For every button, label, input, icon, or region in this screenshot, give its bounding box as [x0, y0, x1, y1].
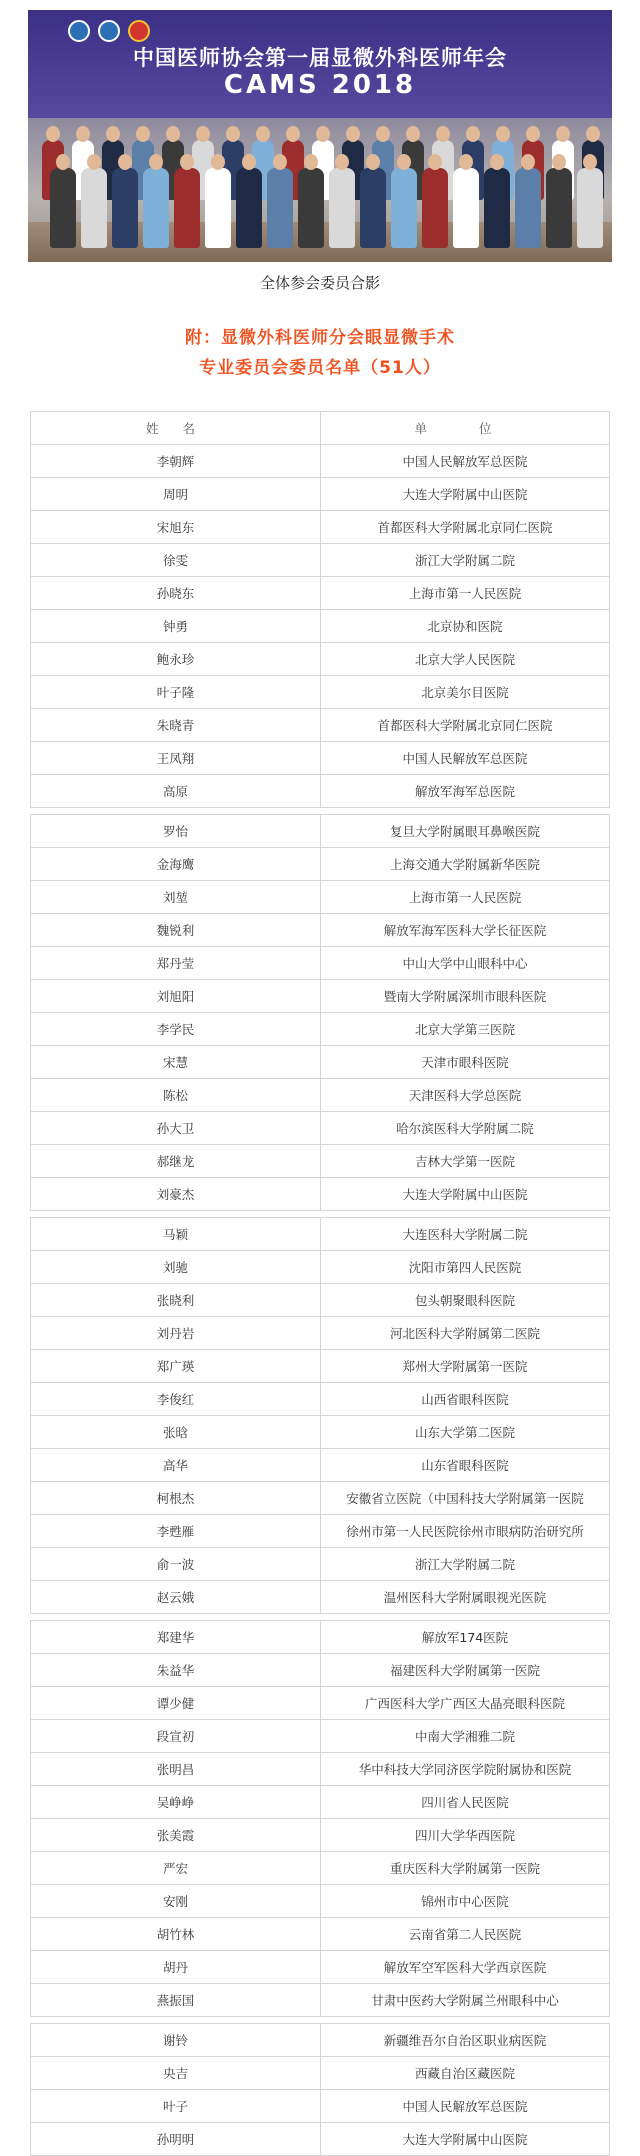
photo-person	[143, 168, 169, 248]
member-unit: 大连大学附属中山医院	[402, 1187, 528, 1202]
photo-person-head	[436, 126, 450, 142]
table-row	[31, 1251, 609, 1284]
table-row	[31, 775, 609, 808]
member-unit: 云南省第二人民医院	[408, 1927, 522, 1942]
member-unit: 徐州市第一人民医院徐州市眼病防治研究所	[346, 1524, 584, 1539]
table-row	[31, 544, 609, 577]
member-unit: 锦州市中心医院	[421, 1894, 509, 1909]
photo-person-head	[180, 154, 194, 170]
table-row	[31, 1621, 609, 1654]
member-name: 段宣初	[31, 1720, 321, 1752]
member-name: 张美霞	[31, 1819, 321, 1851]
photo-person	[577, 168, 603, 248]
conference-banner	[28, 10, 612, 118]
photo-person	[484, 168, 510, 248]
member-unit: 甘肃中医药大学附属兰州眼科中心	[371, 1993, 559, 2008]
photo-person-head	[586, 126, 600, 142]
photo-person-head	[166, 126, 180, 142]
member-unit: 上海市第一人民医院	[408, 586, 522, 601]
photo-person-head	[196, 126, 210, 142]
member-unit: 河北医科大学附属第二医院	[389, 1326, 540, 1341]
member-name: 朱益华	[31, 1654, 321, 1686]
photo-person-head	[335, 154, 349, 170]
member-name: 张明昌	[31, 1753, 321, 1785]
table-row	[31, 848, 609, 881]
association-logo-icon	[68, 20, 90, 42]
photo-person-head	[286, 126, 300, 142]
table-row	[31, 1687, 609, 1720]
photo-person-head	[526, 126, 540, 142]
member-unit: 解放军海军总医院	[414, 784, 515, 799]
table-row	[31, 1984, 609, 2017]
photo-person-head	[118, 154, 132, 170]
table-row	[31, 980, 609, 1013]
table-row	[31, 1416, 609, 1449]
photo-person-head	[316, 126, 330, 142]
table-row	[31, 1482, 609, 1515]
member-unit: 天津市眼科医院	[421, 1055, 509, 1070]
member-name: 郑广瑛	[31, 1350, 321, 1382]
member-name: 叶子隆	[31, 676, 321, 708]
member-unit: 重庆医科大学附属第一医院	[389, 1861, 540, 1876]
member-name: 李甦雁	[31, 1515, 321, 1547]
group-photo	[28, 10, 612, 262]
photo-person-head	[226, 126, 240, 142]
table-row	[31, 2057, 609, 2090]
member-unit: 中国人民解放军总医院	[402, 454, 528, 469]
member-name: 周明	[31, 478, 321, 510]
table-row	[31, 742, 609, 775]
table-row	[31, 2090, 609, 2123]
member-unit: 温州医科大学附属眼视光医院	[383, 1590, 547, 1605]
photo-person-head	[149, 154, 163, 170]
photo-person-head	[304, 154, 318, 170]
table-row	[31, 2123, 609, 2156]
member-name: 胡竹林	[31, 1918, 321, 1950]
member-unit: 中南大学湘雅二院	[414, 1729, 515, 1744]
table-row	[31, 1079, 609, 1112]
table-block	[30, 1620, 610, 2017]
member-name: 谭少健	[31, 1687, 321, 1719]
table-row	[31, 1218, 609, 1251]
banner-subtitle: CAMS 2018	[223, 70, 417, 100]
member-name: 郑丹莹	[31, 947, 321, 979]
banner-title: 中国医师协会第一届显微外科医师年会	[133, 46, 507, 70]
member-unit: 中山大学中山眼科中心	[402, 956, 528, 971]
member-name: 孙明明	[31, 2123, 321, 2155]
member-name: 高华	[31, 1449, 321, 1481]
table-block	[30, 2023, 610, 2156]
member-unit: 新疆维吾尔自治区职业病医院	[383, 2033, 547, 2048]
member-name: 刘旭阳	[31, 980, 321, 1012]
member-name: 陈松	[31, 1079, 321, 1111]
photo-person-head	[211, 154, 225, 170]
member-name: 王凤翔	[31, 742, 321, 774]
member-unit: 吉林大学第一医院	[414, 1154, 515, 1169]
member-unit: 中国人民解放军总医院	[402, 2099, 528, 2114]
member-name: 张晓利	[31, 1284, 321, 1316]
table-row	[31, 1046, 609, 1079]
member-name: 谢铃	[31, 2024, 321, 2056]
photo-person	[81, 168, 107, 248]
member-name: 央吉	[31, 2057, 321, 2089]
photo-person	[453, 168, 479, 248]
photo-person-head	[273, 154, 287, 170]
photo-person	[546, 168, 572, 248]
member-name: 赵云娥	[31, 1581, 321, 1613]
annex-title-line2: 专业委员会委员名单（51人）	[199, 358, 441, 378]
photo-person-head	[496, 126, 510, 142]
member-unit: 郑州大学附属第一医院	[402, 1359, 528, 1374]
member-unit: 首都医科大学附属北京同仁医院	[377, 718, 553, 733]
member-name: 燕振国	[31, 1984, 321, 2016]
member-unit: 暨南大学附属深圳市眼科医院	[383, 989, 547, 1004]
photo-person-head	[56, 154, 70, 170]
table-row	[31, 610, 609, 643]
member-unit: 山西省眼科医院	[421, 1392, 509, 1407]
member-name: 刘驰	[31, 1251, 321, 1283]
table-row	[31, 1819, 609, 1852]
member-name: 刘豪杰	[31, 1178, 321, 1210]
photo-person-head	[242, 154, 256, 170]
photo-person	[112, 168, 138, 248]
member-unit: 浙江大学附属二院	[414, 553, 515, 568]
table-row	[31, 1918, 609, 1951]
table-block	[30, 814, 610, 1211]
table-row	[31, 914, 609, 947]
member-name: 严宏	[31, 1852, 321, 1884]
table-block	[30, 1217, 610, 1614]
member-unit: 中国人民解放军总医院	[402, 751, 528, 766]
photo-person-head	[256, 126, 270, 142]
photo-person-head	[552, 154, 566, 170]
photo-person	[267, 168, 293, 248]
table-row	[31, 1284, 609, 1317]
table-row	[31, 1145, 609, 1178]
member-name: 柯根杰	[31, 1482, 321, 1514]
member-unit: 沈阳市第四人民医院	[408, 1260, 522, 1275]
photo-person-head	[521, 154, 535, 170]
member-name: 叶子	[31, 2090, 321, 2122]
photo-person-head	[346, 126, 360, 142]
member-unit: 大连大学附属中山医院	[402, 2132, 528, 2147]
table-row	[31, 2024, 609, 2057]
table-row	[31, 881, 609, 914]
member-name: 李学民	[31, 1013, 321, 1045]
member-unit: 北京美尔目医院	[421, 685, 509, 700]
photo-caption: 全体参会委员合影	[259, 274, 380, 292]
table-row	[31, 1013, 609, 1046]
table-row	[31, 1350, 609, 1383]
table-row	[31, 478, 609, 511]
member-unit: 山东省眼科医院	[421, 1458, 509, 1473]
member-name: 吴峥峥	[31, 1786, 321, 1818]
photo-person-head	[459, 154, 473, 170]
photo-person-head	[406, 126, 420, 142]
member-name: 张晗	[31, 1416, 321, 1448]
table-row	[31, 1852, 609, 1885]
table-row	[31, 445, 609, 478]
annex-title-line1: 附：显微外科医师分会眼显微手术	[185, 328, 455, 348]
table-row	[31, 676, 609, 709]
table-row	[31, 1753, 609, 1786]
table-row	[31, 1951, 609, 1984]
member-unit: 上海市第一人民医院	[408, 890, 522, 905]
member-name: 马颖	[31, 1218, 321, 1250]
member-unit: 广西医科大学广西区大晶亮眼科医院	[364, 1696, 565, 1711]
table-row	[31, 1720, 609, 1753]
member-unit: 解放军海军医科大学长征医院	[383, 923, 547, 938]
table-row	[31, 1885, 609, 1918]
member-unit: 复旦大学附属眼耳鼻喉医院	[389, 824, 540, 839]
photo-person	[360, 168, 386, 248]
table-row	[31, 1654, 609, 1687]
member-unit: 山东大学第二医院	[414, 1425, 515, 1440]
member-name: 金海鹰	[31, 848, 321, 880]
member-unit: 上海交通大学附属新华医院	[389, 857, 540, 872]
member-name: 孙晓东	[31, 577, 321, 609]
member-name: 胡丹	[31, 1951, 321, 1983]
member-unit: 福建医科大学附属第一医院	[389, 1663, 540, 1678]
member-unit: 哈尔滨医科大学附属二院	[396, 1121, 534, 1136]
member-table	[30, 411, 610, 2156]
photo-person-head	[76, 126, 90, 142]
photo-person	[422, 168, 448, 248]
table-row	[31, 1548, 609, 1581]
member-unit: 北京大学第三医院	[414, 1022, 515, 1037]
member-unit: 浙江大学附属二院	[414, 1557, 515, 1572]
photo-person-head	[366, 154, 380, 170]
member-unit: 四川大学华西医院	[414, 1828, 515, 1843]
member-unit: 天津医科大学总医院	[408, 1088, 522, 1103]
table-row	[31, 1581, 609, 1614]
photo-person-head	[556, 126, 570, 142]
table-row	[31, 1383, 609, 1416]
member-name: 刘丹岩	[31, 1317, 321, 1349]
member-unit: 北京大学人民医院	[414, 652, 515, 667]
photo-person	[515, 168, 541, 248]
header-unit: 单 位	[414, 421, 516, 436]
table-block	[30, 411, 610, 808]
member-unit: 华中科技大学同济医学院附属协和医院	[358, 1762, 572, 1777]
table-row	[31, 815, 609, 848]
photo-person-head	[106, 126, 120, 142]
photo-person	[205, 168, 231, 248]
member-name: 李朝辉	[31, 445, 321, 477]
table-row	[31, 1449, 609, 1482]
photo-person-head	[87, 154, 101, 170]
photo-person	[50, 168, 76, 248]
member-unit: 解放军174医院	[421, 1630, 509, 1645]
table-row	[31, 1317, 609, 1350]
table-row	[31, 1786, 609, 1819]
photo-person-head	[428, 154, 442, 170]
member-unit: 大连医科大学附属二院	[402, 1227, 528, 1242]
photo-person-head	[46, 126, 60, 142]
banner-logos	[68, 20, 150, 42]
member-name: 钟勇	[31, 610, 321, 642]
member-unit: 解放军空军医科大学西京医院	[383, 1960, 547, 1975]
member-name: 俞一波	[31, 1548, 321, 1580]
member-name: 郝继龙	[31, 1145, 321, 1177]
table-header-row	[31, 412, 609, 445]
photo-person	[298, 168, 324, 248]
table-row	[31, 577, 609, 610]
member-name: 魏锐利	[31, 914, 321, 946]
member-unit: 首都医科大学附属北京同仁医院	[377, 520, 553, 535]
member-unit: 包头朝聚眼科医院	[414, 1293, 515, 1308]
society-logo-icon	[98, 20, 120, 42]
table-row	[31, 1112, 609, 1145]
photo-person	[236, 168, 262, 248]
photo-person-head	[376, 126, 390, 142]
member-name: 朱晓青	[31, 709, 321, 741]
member-unit: 安徽省立医院（中国科技大学附属第一医院	[346, 1491, 584, 1506]
member-name: 刘堃	[31, 881, 321, 913]
table-row	[31, 1178, 609, 1211]
photo-person-head	[136, 126, 150, 142]
member-unit: 大连大学附属中山医院	[402, 487, 528, 502]
member-name: 李俊红	[31, 1383, 321, 1415]
photo-person	[391, 168, 417, 248]
table-row	[31, 643, 609, 676]
hospital-logo-icon	[128, 20, 150, 42]
table-row	[31, 709, 609, 742]
member-unit: 北京协和医院	[427, 619, 503, 634]
member-name: 宋旭东	[31, 511, 321, 543]
header-name: 姓 名	[31, 412, 321, 444]
table-row	[31, 947, 609, 980]
member-name: 宋慧	[31, 1046, 321, 1078]
photo-person-head	[397, 154, 411, 170]
member-name: 鲍永珍	[31, 643, 321, 675]
photo-person-head	[490, 154, 504, 170]
photo-person-head	[583, 154, 597, 170]
table-row	[31, 511, 609, 544]
member-unit: 西藏自治区藏医院	[414, 2066, 515, 2081]
member-name: 徐雯	[31, 544, 321, 576]
member-unit: 四川省人民医院	[421, 1795, 509, 1810]
photo-person	[174, 168, 200, 248]
member-name: 安刚	[31, 1885, 321, 1917]
photo-person-head	[466, 126, 480, 142]
member-name: 罗怡	[31, 815, 321, 847]
photo-crowd	[28, 118, 612, 262]
member-name: 孙大卫	[31, 1112, 321, 1144]
photo-person	[329, 168, 355, 248]
member-name: 郑建华	[31, 1621, 321, 1653]
table-row	[31, 1515, 609, 1548]
member-name: 高原	[31, 775, 321, 807]
